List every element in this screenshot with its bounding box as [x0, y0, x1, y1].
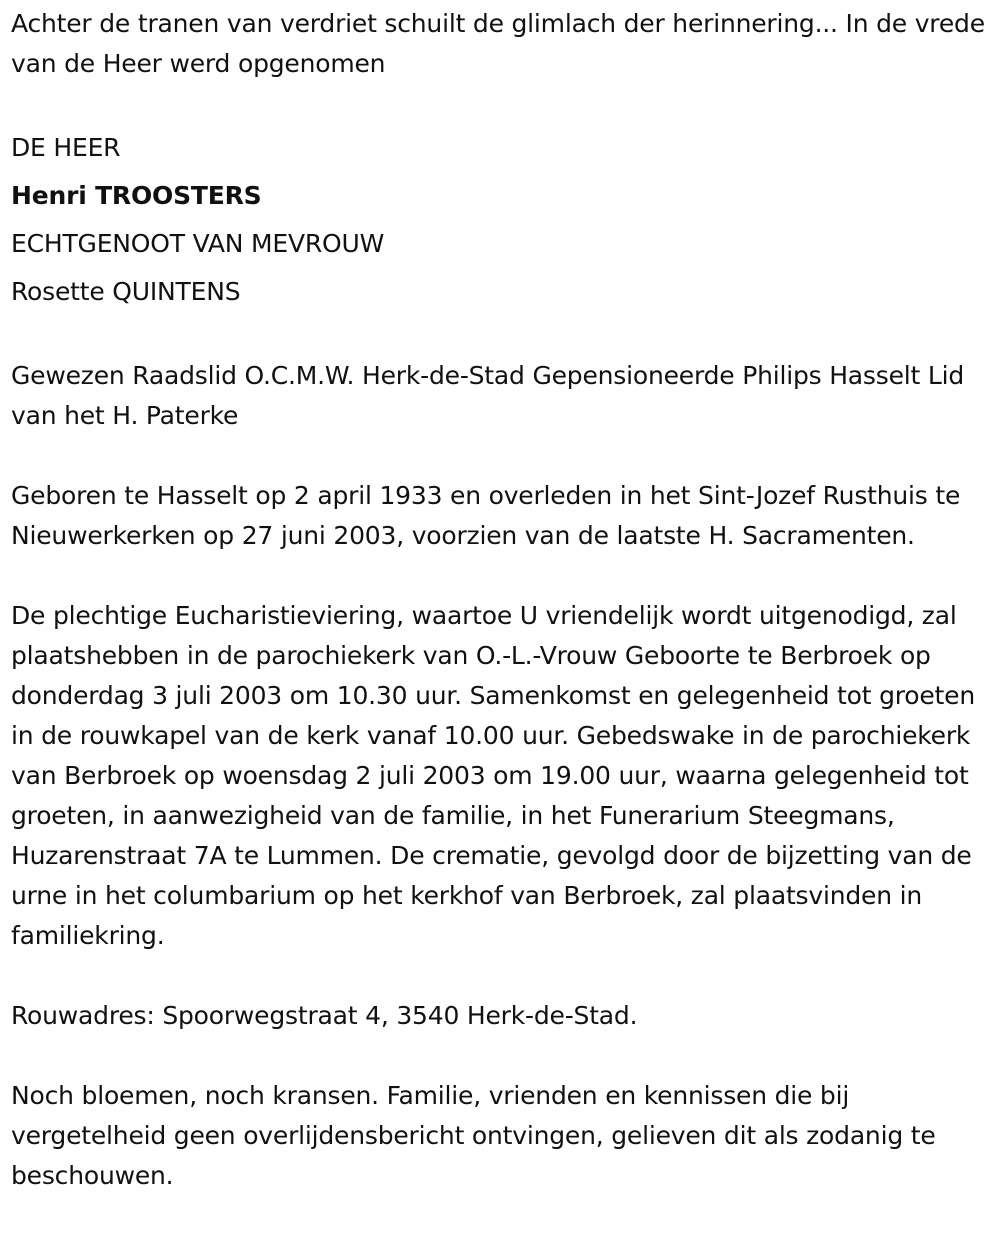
- obituary-document: [11, 4, 993, 1196]
- intro-quote: Achter de tranen van verdriet schuilt de glimlach der herinnering... In de vrede van de Heer werd opgenomen: [11, 9, 985, 78]
- birth-death-paragraph: Geboren te Hasselt op 2 april 1933 en overleden in het Sint-Jozef Rusthuis te Nieuwerkerken op 27 juni 2003, voorzien van de laatste H. Sacramenten.: [11, 481, 961, 550]
- address-paragraph: Rouwadres: Spoorwegstraat 4, 3540 Herk-de-Stad.: [11, 1001, 638, 1030]
- closing-paragraph: Noch bloemen, noch kransen. Familie, vrienden en kennissen die bij vergetelheid geen overlijdensbericht ontvingen, gelieven dit als zodanig te beschouwen.: [11, 1081, 936, 1190]
- ceremony-paragraph: De plechtige Eucharistieviering, waartoe U vriendelijk wordt uitgenodigd, zal plaatshebben in de parochiekerk van O.-L.-Vrouw Geboorte te Berbroek op donderdag 3 juli 2003 om 10.30 uur. Samenkomst en gelegenheid tot groeten in de rouwkapel van de kerk vanaf 10.00 uur. Gebedswake in de parochiekerk van Berbroek op woensdag 2 juli 2003 om 19.00 uur, waarna gelegenheid tot groeten, in aanwezigheid van de familie, in het Funerarium Steegmans, Huzarenstraat 7A te Lummen. De crematie, gevolgd door de bijzetting van de urne in het columbarium op het kerkhof van Berbroek, zal plaatsvinden in familiekring.: [11, 601, 975, 950]
- deceased-block: [11, 124, 993, 316]
- title-prefix: DE HEER: [11, 133, 121, 162]
- roles-paragraph: Gewezen Raadslid O.C.M.W. Herk-de-Stad Gepensioneerde Philips Hasselt Lid van het H. Paterke: [11, 361, 964, 430]
- relation-label: ECHTGENOOT VAN MEVROUW: [11, 229, 385, 258]
- deceased-name: Henri TROOSTERS: [11, 181, 262, 210]
- spouse-name: Rosette QUINTENS: [11, 277, 241, 306]
